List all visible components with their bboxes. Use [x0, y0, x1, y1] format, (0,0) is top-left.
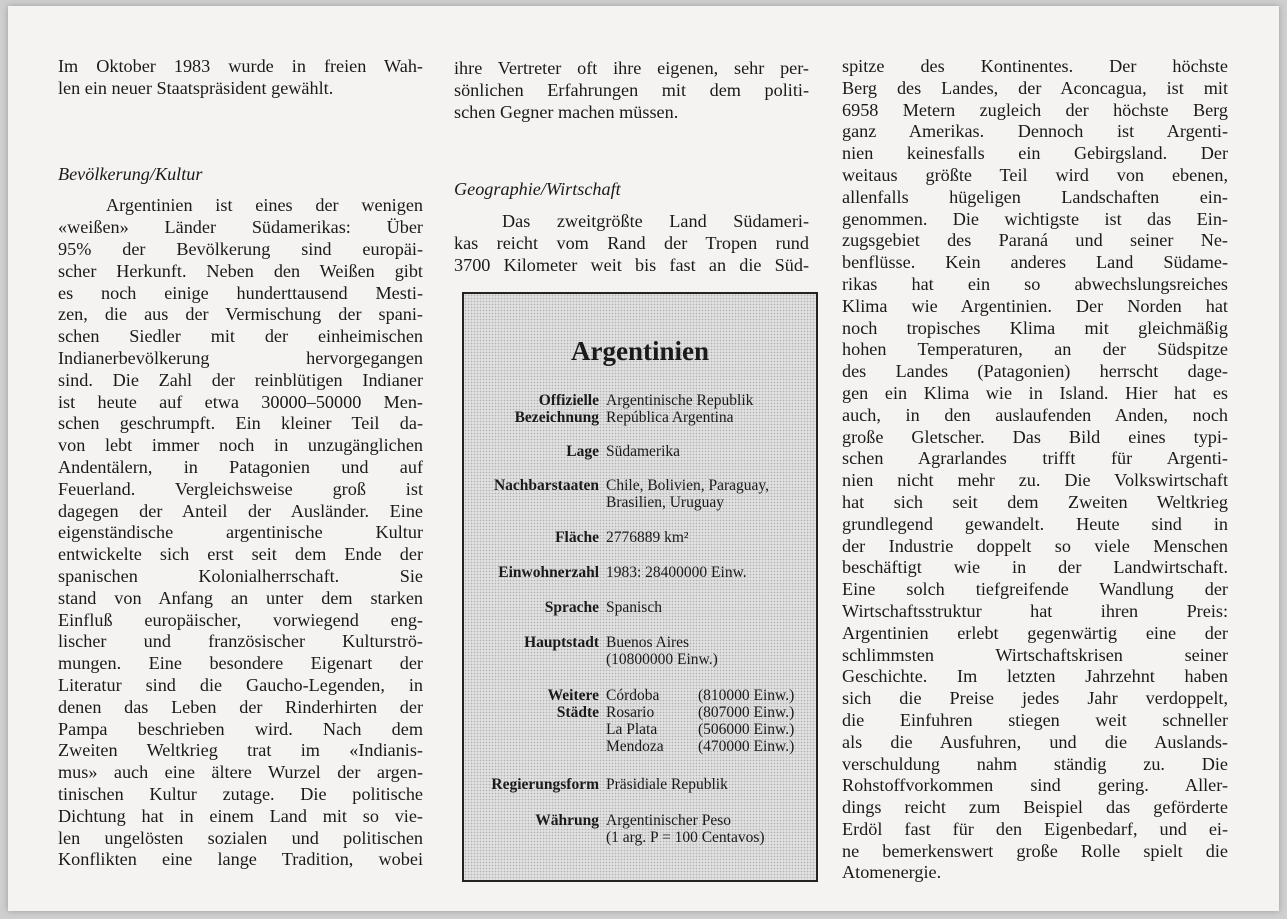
text-line: Im Oktober 1983 wurde in freien Wah- [58, 56, 423, 76]
text-line: sönlichen Erfahrungen mit dem politi- [454, 79, 809, 100]
fact-label: Offizielle Bezeichnung [514, 392, 599, 426]
text-line: Das zweitgrößte Land Südameri- [502, 211, 809, 232]
text-line: Konflikten eine lange Tradition, wobei [58, 849, 423, 870]
text-line: len ein neuer Staatspräsident gewählt. [58, 77, 334, 98]
fact-value: Spanisch [606, 599, 662, 616]
text-line: verschuldung nahm ständig zu. Die [842, 753, 1228, 774]
text-line: von lebt immer noch in unzugänglichen [58, 435, 423, 456]
text-line: Dichtung hat in einem Land mit so vie- [58, 805, 423, 826]
text-line: es noch einige hunderttausend Mesti- [58, 282, 423, 303]
fact-value: Südamerika [606, 443, 681, 460]
fact-label: Sprache [544, 599, 599, 616]
text-line: lischer und französischer Kulturströ- [58, 631, 423, 652]
city-entry: Córdoba (810000 Einw.) [606, 687, 795, 704]
text-line: schen Gegner machen müssen. [454, 101, 679, 122]
text-line: sind. Die Zahl der reinblütigen Indianer [58, 369, 423, 390]
text-line: Pampa beschrieben wird. Nach dem [58, 718, 423, 739]
text-line: allenfalls hügeligen Landschaften ein- [842, 186, 1228, 207]
fact-value: Präsidiale Republik [606, 776, 728, 793]
text-column-left [58, 56, 423, 871]
fact-label: Weitere Städte [547, 687, 599, 721]
fact-value: Chile, Bolivien, Paraguay, Brasilien, Uruguay [606, 477, 770, 511]
text-line: «weißen» Länder Südamerikas: Über [58, 217, 423, 238]
text-line: scher Herkunft. Neben den Weißen gibt [58, 260, 423, 281]
section-heading-population: Bevölkerung/Kultur [58, 163, 203, 184]
text-line: tinischen Kultur zutage. Die politische [58, 783, 423, 804]
city-entry: Mendoza (470000 Einw.) [606, 738, 795, 755]
city-entry: La Plata (506000 Einw.) [606, 721, 795, 738]
text-line: Geschichte. Im letzten Jahrzehnt haben [842, 666, 1228, 687]
text-line: stand von Anfang an unter dem starken [58, 587, 423, 608]
text-line: Argentinien erlebt gegenwärtig eine der [842, 622, 1228, 643]
text-line: schen geschrumpft. Ein kleiner Teil da- [58, 413, 423, 434]
text-line: Literatur sind die Gaucho-Legenden, in [58, 674, 423, 695]
text-line: weitaus größte Teil wird von ebenen, [842, 164, 1228, 185]
text-line: Feuerland. Vergleichsweise groß ist [58, 478, 423, 499]
text-line: hat sich seit dem Zweiten Weltkrieg [842, 491, 1228, 512]
text-line: Atomenergie. [842, 862, 942, 883]
country-fact-box [462, 292, 818, 882]
fact-value: Argentinischer Peso (1 arg. P = 100 Centavos) [606, 812, 765, 846]
fact-label: Fläche [555, 529, 599, 546]
text-line: schen Agrarlandes trifft für Argenti- [842, 448, 1228, 469]
fact-value: Argentinische Republik República Argentina [606, 392, 754, 426]
fact-label: Währung [535, 812, 599, 829]
text-line: nien keinesfalls ein Gebirgsland. Der [842, 143, 1228, 164]
text-line: beschäftigt wie in der Landwirtschaft. [842, 557, 1228, 578]
fact-label: Einwohnerzahl [498, 564, 599, 581]
text-line: Klima wie Argentinien. Der Norden hat [842, 295, 1228, 316]
text-line: entwickelte sich erst seit dem Ende der [58, 544, 423, 565]
text-line: grundlegend gewandelt. Heute sind in [842, 513, 1228, 534]
fact-label: Hauptstadt [524, 634, 599, 651]
text-column-right [842, 56, 1228, 884]
text-line: rikas hat ein so abwechslungsreiches [842, 273, 1228, 294]
city-entry: Rosario (807000 Einw.) [606, 704, 795, 721]
text-line: die Einfuhren stiegen weit schneller [842, 709, 1228, 730]
text-line: ne bemerkenswert große Rolle spielt die [842, 840, 1228, 861]
text-line: mungen. Eine besondere Eigenart der [58, 653, 423, 674]
text-line: 95% der Bevölkerung sind europäi- [58, 238, 423, 259]
text-line: schen Siedler mit der einheimischen [58, 326, 423, 347]
text-line: Wirtschaftsstruktur hat ihren Preis: [842, 600, 1228, 621]
text-line: eigenständische argentinische Kultur [58, 522, 423, 543]
section-heading-geography: Geographie/Wirtschaft [454, 179, 621, 200]
text-line: Andentälern, in Patagonien und auf [58, 456, 423, 477]
fact-value [606, 687, 794, 755]
text-line: Eine solch tiefgreifende Wandlung der [842, 579, 1228, 600]
fact-box-title: Argentinien [571, 336, 709, 366]
text-line: hohen Temperaturen, an der Südspitze [842, 339, 1228, 360]
fact-value: 2776889 km² [606, 529, 689, 546]
text-line: Einfluß europäischer, vorwiegend eng- [58, 609, 423, 630]
text-line: große Gletscher. Das Bild eines typi- [842, 426, 1228, 447]
text-line: ihre Vertreter oft ihre eigenen, sehr per- [454, 58, 809, 78]
text-line: ganz Amerikas. Dennoch ist Argenti- [842, 121, 1228, 142]
text-line: benflüsse. Kein anderes Land Südame- [842, 252, 1228, 273]
fact-label: Regierungsform [491, 776, 599, 793]
text-line: ist heute auf etwa 30000–50000 Men- [58, 391, 423, 412]
text-line: schlimmsten Wirtschaftskrisen seiner [842, 644, 1228, 665]
text-line: auch, in den auslaufenden Anden, noch [842, 404, 1228, 425]
text-column-middle [454, 58, 809, 277]
fact-value: Buenos Aires (10800000 Einw.) [606, 634, 718, 668]
text-line: noch tropisches Klima mit gleichmäßig [842, 317, 1228, 338]
text-line: Zweiten Weltkrieg trat im «Indianis- [58, 740, 423, 761]
text-line: denen das Leben der Rinderhirten der [58, 696, 423, 717]
fact-label: Nachbarstaaten [493, 477, 599, 494]
text-line: spanischen Kolonialherrschaft. Sie [58, 565, 423, 586]
text-line: Berg des Landes, der Aconcagua, ist mit [842, 77, 1228, 98]
text-line: len ungelösten sozialen und politischen [58, 827, 423, 848]
fact-label: Lage [566, 443, 599, 460]
text-line: zen, die aus der Vermischung der spani- [58, 304, 423, 325]
text-line: sich die Preise jedes Jahr verdoppelt, [842, 688, 1228, 709]
text-line: dagegen der Anteil der Ausländer. Eine [58, 500, 423, 521]
text-line: genommen. Die wichtigste ist das Ein- [842, 208, 1228, 229]
text-line: spitze des Kontinentes. Der höchste [842, 56, 1228, 76]
text-line: kas reicht vom Rand der Tropen rund [454, 232, 809, 253]
text-line: zugsgebiet des Paraná und seiner Ne- [842, 230, 1228, 251]
text-line: Indianerbevölkerung hervorgegangen [58, 347, 423, 368]
text-line: gen ein Klima wie in Island. Hier hat es [842, 382, 1228, 403]
text-line: dings reicht zum Beispiel das geförderte [842, 797, 1228, 818]
text-line: des Landes (Patagonien) herrscht dage- [842, 361, 1228, 382]
text-line: Erdöl fast für den Eigenbedarf, und ei- [842, 818, 1228, 839]
text-line: 6958 Metern zugleich der höchste Berg [842, 99, 1228, 120]
text-line: der Industrie doppelt so viele Menschen [842, 535, 1228, 556]
text-line: Rohstoffvorkommen sind gering. Aller- [842, 775, 1228, 796]
text-line: Argentinien ist eines der wenigen [106, 195, 423, 216]
fact-value: 1983: 28400000 Einw. [606, 564, 747, 581]
document-page [8, 6, 1279, 911]
text-line: 3700 Kilometer weit bis fast an die Süd- [454, 254, 809, 275]
text-line: mus» auch eine ältere Wurzel der argen- [58, 762, 423, 783]
text-line: nien nicht mehr zu. Die Volkswirtschaft [842, 470, 1228, 491]
text-line: als die Ausfuhren, und die Auslands- [842, 731, 1228, 752]
